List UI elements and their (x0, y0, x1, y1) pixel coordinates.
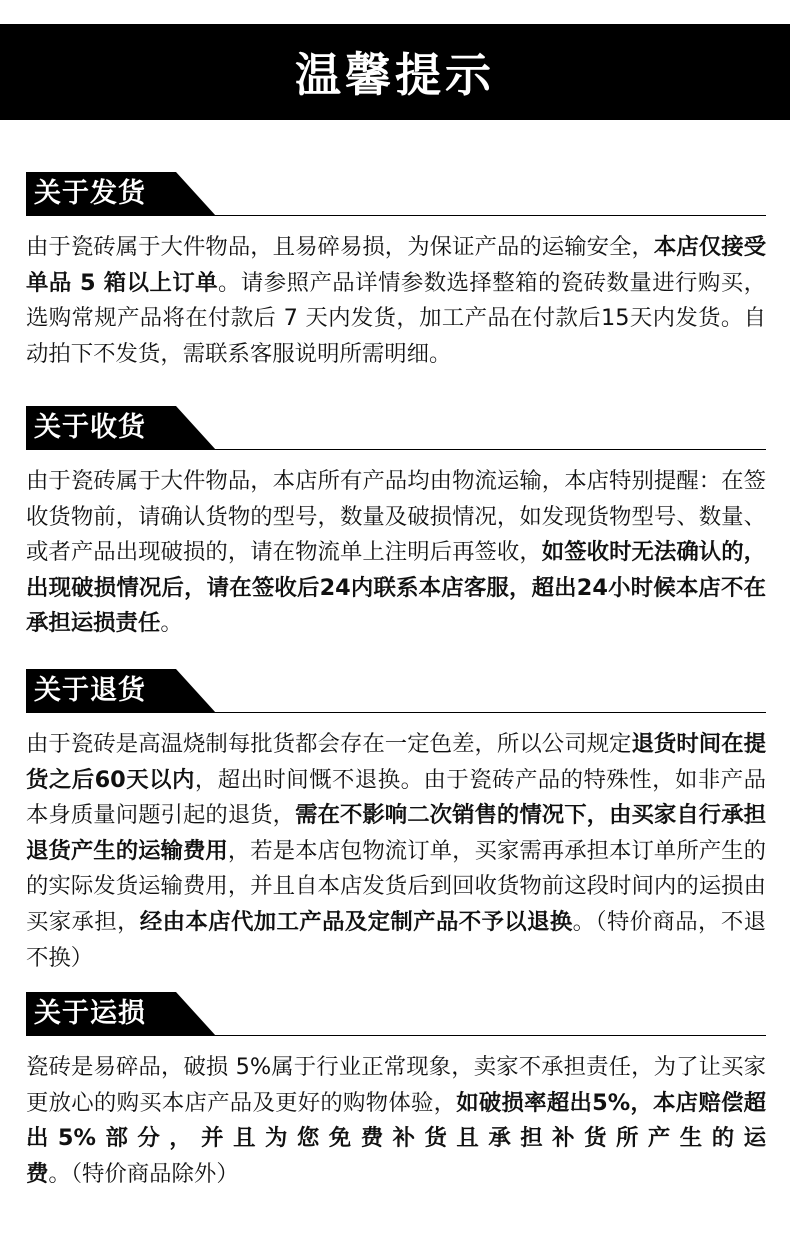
section-receiving (26, 406, 766, 642)
section-title: 关于运损 (34, 998, 146, 1029)
page-banner (0, 24, 790, 120)
banner-title: 温馨提示 (295, 48, 495, 102)
emphasis-text: 需在不影响二次销售的情况下，由买家自行承担退货产生的运输费用 (26, 802, 767, 864)
divider (186, 712, 766, 713)
text-run: 。（特价商品除外） (48, 1160, 239, 1187)
text-run: 由于瓷砖是高温烧制每批货都会存在一定色差，所以公司规定 (26, 731, 632, 757)
divider (186, 449, 766, 450)
text-run: 由于瓷砖属于大件物品，且易碎易损，为保证产品的运输安全， (26, 234, 654, 260)
section-returns (26, 669, 766, 976)
section-title: 关于收货 (34, 412, 146, 443)
section-header (26, 992, 766, 1036)
emphasis-text: 退货时间在提货之后60天以内 (26, 731, 767, 793)
section-body (26, 230, 766, 372)
section-body (26, 464, 766, 642)
text-run: ，若是本店包物流订单，买家需再承担本订单所产生的的实际发货运输费用，并且自本店发货后到回收货物前这段时间内的运损由买家承担， (26, 837, 767, 935)
text-run: 。 (160, 610, 183, 637)
section-shipping (26, 172, 766, 372)
section-header (26, 406, 766, 450)
divider (186, 215, 766, 216)
divider (186, 1035, 766, 1036)
text-run: 。请参照产品详情参数选择整箱的瓷砖数量进行购买，选购常规产品将在付款后 7 天内发货，加工产品在付款后15天内发货。自动拍下不发货，需联系客服说明所需明细。 (26, 269, 767, 367)
text-run: 由于瓷砖属于大件物品，本店所有产品均由物流运输，本店特别提醒：在签收货物前，请确认货物的型号，数量及破损情况，如发现货物型号、数量、或者产品出现破损的，请在物流单上注明后再签收， (26, 468, 766, 566)
section-body (26, 1050, 766, 1192)
emphasis-text: 本店仅接受单品 5 箱以上订单 (26, 234, 767, 296)
emphasis-text: 如破损率超出5%，本店赔偿超出5%部分，并且为您免费补货且承担补货所产生的运费 (26, 1089, 766, 1187)
section-title: 关于发货 (34, 178, 146, 209)
text-run: 瓷砖是易碎品，破损 5%属于行业正常现象，卖家不承担责任，为了让买家更放心的购买本店产品及更好的购物体验， (26, 1054, 766, 1116)
emphasis-text: 如签收时无法确认的，出现破损情况后，请在签收后24内联系本店客服，超出24小时候本店不在承担运损责任 (26, 539, 767, 637)
section-title: 关于退货 (34, 675, 146, 706)
section-body (26, 727, 766, 976)
section-header (26, 669, 766, 713)
section-header (26, 172, 766, 216)
emphasis-text: 经由本店代加工产品及定制产品不予以退换 (139, 908, 573, 935)
text-run: 。（特价商品，不退不换） (26, 908, 766, 971)
section-transit-damage (26, 992, 766, 1192)
text-run: ，超出时间慨不退换。由于瓷砖产品的特殊性，如非产品本身质量问题引起的退货， (26, 766, 766, 829)
